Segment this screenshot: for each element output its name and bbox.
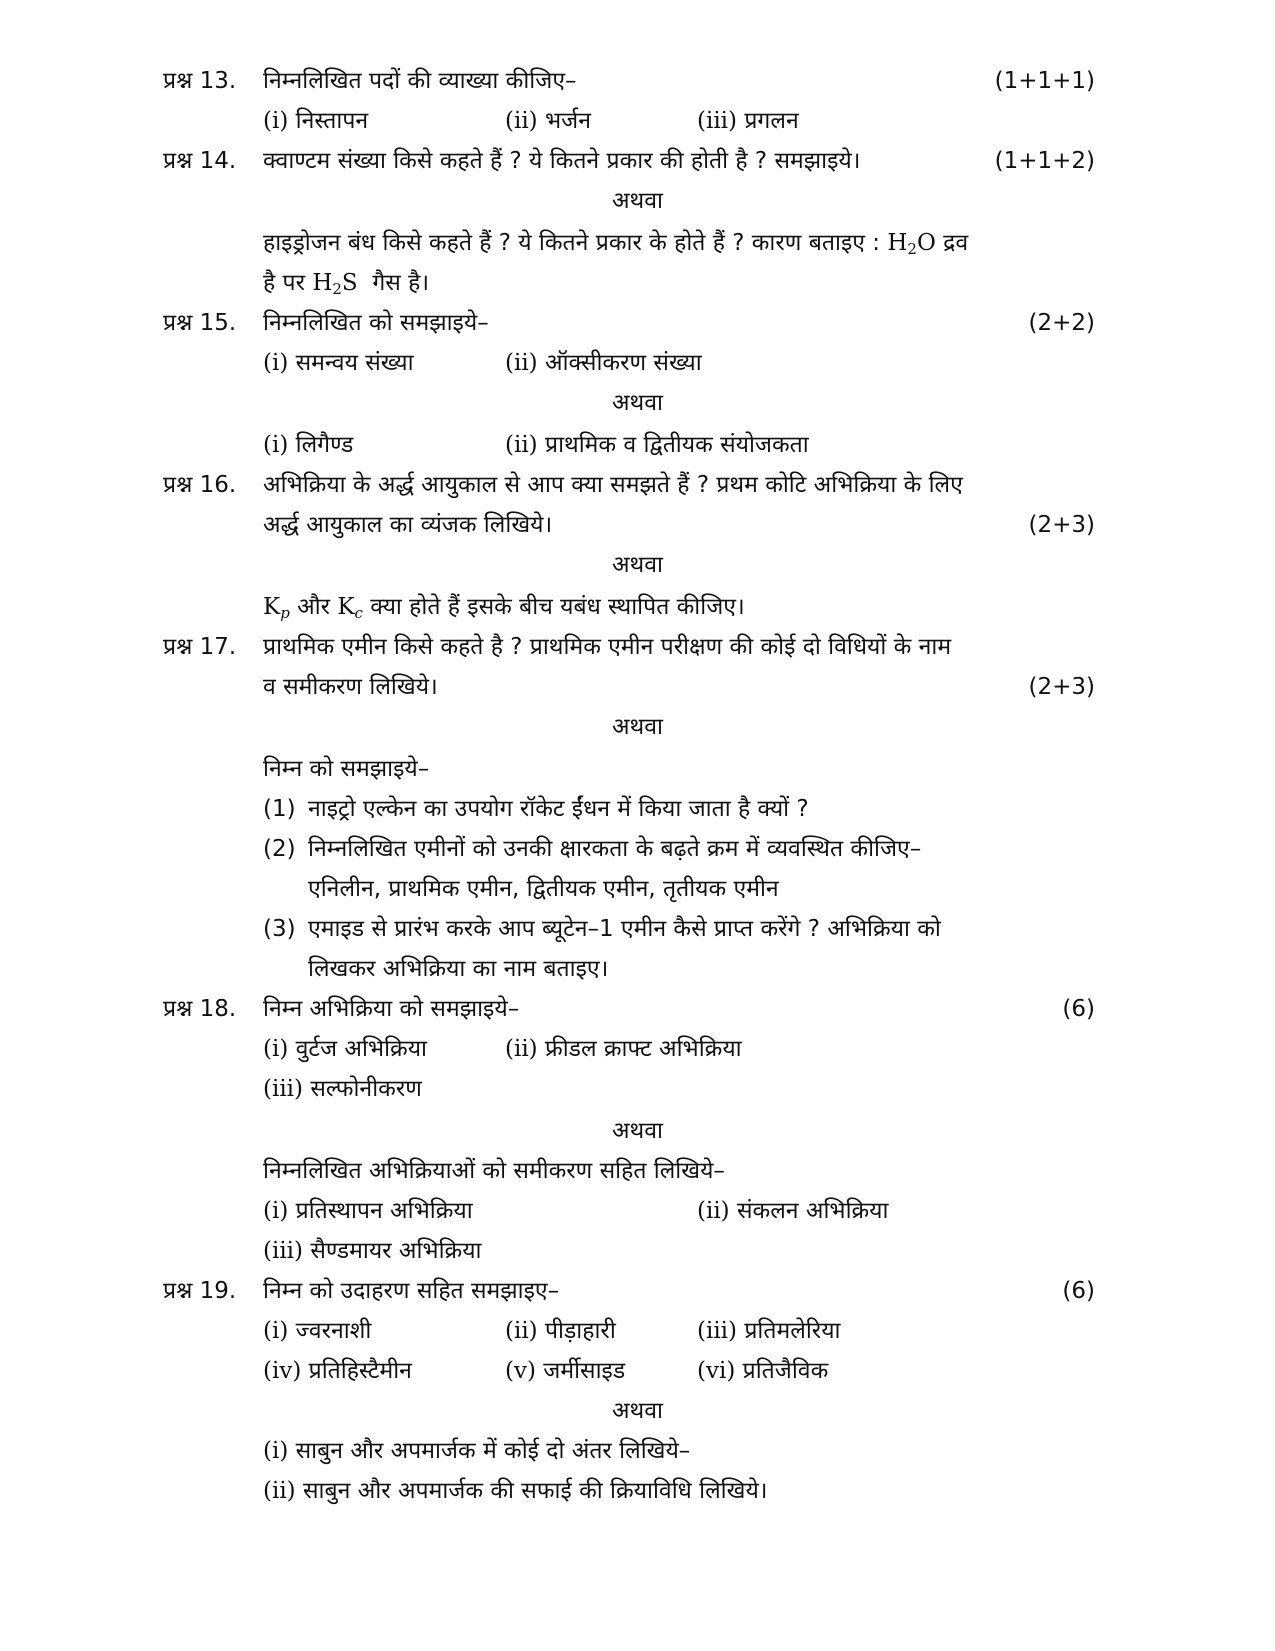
option: (vi) प्रतिजैविक	[697, 1358, 829, 1384]
list-item-continuation: एनिलीन, प्राथमिक एमीन, द्वितीयक एमीन, तृतीयक एमीन	[308, 876, 779, 902]
question-17-header	[0, 632, 1275, 662]
option: (i) वुर्टज अभिक्रिया	[263, 1036, 427, 1062]
option: (iv) प्रतिहिस्टैमीन	[263, 1358, 412, 1384]
question-13-options	[0, 106, 1275, 136]
list-item-continuation: लिखकर अभिक्रिया का नाम बताइए।	[308, 956, 609, 982]
question-13-header	[0, 66, 1275, 96]
question-18-options	[0, 1034, 1275, 1064]
option: (ii) साबुन और अपमार्जक की सफाई की क्रियाविधि लिखिये।	[263, 1478, 768, 1504]
question-15-header	[0, 308, 1275, 338]
option: (i) निस्तापन	[263, 108, 369, 134]
option: (ii) पीड़ाहारी	[505, 1318, 616, 1344]
option: (iii) सैण्डमायर अभिक्रिया	[263, 1238, 482, 1264]
option: (ii) भर्जन	[505, 108, 591, 134]
formula-kc: $K_c$	[337, 594, 363, 622]
option: (iii) प्रतिमलेरिया	[697, 1318, 841, 1344]
question-number: प्रश्न 14.	[163, 148, 237, 174]
question-19-header	[0, 1276, 1275, 1306]
or-label: अथवा	[611, 390, 663, 416]
formula-h2o: $H_2O$	[887, 230, 936, 258]
or-label: अथवा	[611, 552, 663, 578]
question-text: प्राथमिक एमीन किसे कहते है ? प्राथमिक एमीन परीक्षण की कोई दो विधियों के नाम	[263, 634, 952, 660]
question-number: प्रश्न 13.	[163, 68, 237, 94]
or-label: अथवा	[611, 714, 663, 740]
option: (v) जर्मीसाइड	[505, 1358, 626, 1384]
option: (ii) संकलन अभिक्रिया	[697, 1198, 889, 1224]
marks: (2+3)	[1028, 512, 1095, 538]
marks: (6)	[1062, 1278, 1095, 1304]
option: (iii) सल्फोनीकरण	[263, 1076, 422, 1102]
question-19-options-row1	[0, 1316, 1275, 1346]
or-label: अथवा	[611, 1398, 663, 1424]
question-16-line2: अर्द्ध आयुकाल का व्यंजक लिखिये। (2+3)	[263, 512, 1095, 538]
option: (i) ज्वरनाशी	[263, 1318, 372, 1344]
question-number: प्रश्न 16.	[163, 472, 237, 498]
question-number: प्रश्न 19.	[163, 1278, 237, 1304]
question-16-header	[0, 470, 1275, 500]
question-14-alt-line1: हाइड्रोजन बंध किसे कहते हैं ? ये कितने प्रकार के होते हैं ? कारण बताइए : $H_2O$ द्रव	[263, 230, 969, 258]
question-number: प्रश्न 17.	[163, 634, 237, 660]
question-17-line2: व समीकरण लिखिये। (2+3)	[263, 674, 1095, 700]
question-text: अभिक्रिया के अर्द्ध आयुकाल से आप क्या समझते हैं ? प्रथम कोटि अभिक्रिया के लिए	[263, 472, 963, 498]
question-17-alt-intro: निम्न को समझाइये–	[263, 756, 430, 782]
question-number: प्रश्न 15.	[163, 310, 237, 336]
option: (ii) प्राथमिक व द्वितीयक संयोजकता	[505, 432, 809, 458]
question-18-header	[0, 994, 1275, 1024]
formula-kp: $K_p$	[263, 594, 290, 622]
question-14-header	[0, 146, 1275, 176]
question-text: निम्नलिखित पदों की व्याख्या कीजिए–	[263, 68, 577, 94]
marks: (2+3)	[1028, 674, 1095, 700]
marks: (6)	[1062, 996, 1095, 1022]
formula-h2s: $H_2S$	[312, 270, 358, 298]
marks: (1+1+2)	[994, 148, 1095, 174]
or-label: अथवा	[611, 1118, 663, 1144]
question-15-alt-options	[0, 430, 1275, 460]
question-text: निम्नलिखित को समझाइये–	[263, 310, 489, 336]
question-16-alt: $K_p$ और $K_c$ क्या होते हैं इसके बीच यबंध स्थापित कीजिए।	[263, 594, 745, 622]
marks: (1+1+1)	[994, 68, 1095, 94]
question-14-alt-line2: है पर $H_2S$ गैस है।	[263, 270, 430, 298]
option: (i) लिगैण्ड	[263, 432, 354, 458]
question-text: निम्न को उदाहरण सहित समझाइए–	[263, 1278, 560, 1304]
question-18-alt-intro: निम्नलिखित अभिक्रियाओं को समीकरण सहित लिखिये–	[263, 1158, 725, 1184]
option: (i) साबुन और अपमार्जक में कोई दो अंतर लिखिये–	[263, 1438, 691, 1464]
list-item: (3) एमाइड से प्रारंभ करके आप ब्यूटेन–1 एमीन कैसे प्राप्त करेंगे ? अभिक्रिया को	[263, 916, 941, 942]
question-text: निम्न अभिक्रिया को समझाइये–	[263, 996, 520, 1022]
question-15-options	[0, 348, 1275, 378]
list-item: (1) नाइट्रो एल्केन का उपयोग रॉकेट ईंधन में किया जाता है क्यों ?	[263, 796, 809, 822]
marks: (2+2)	[1028, 310, 1095, 336]
or-label: अथवा	[611, 188, 663, 214]
option: (iii) प्रगलन	[697, 108, 799, 134]
option: (ii) ऑक्सीकरण संख्या	[505, 350, 702, 376]
list-item: (2) निम्नलिखित एमीनों को उनकी क्षारकता के बढ़ते क्रम में व्यवस्थित कीजिए–	[263, 836, 922, 862]
option: (i) समन्वय संख्या	[263, 350, 414, 376]
question-18-alt-options	[0, 1196, 1275, 1226]
question-number: प्रश्न 18.	[163, 996, 237, 1022]
option: (i) प्रतिस्थापन अभिक्रिया	[263, 1198, 473, 1224]
question-19-options-row2	[0, 1356, 1275, 1386]
question-text: क्वाण्टम संख्या किसे कहते हैं ? ये कितने प्रकार की होती है ? समझाइये।	[263, 148, 861, 174]
option: (ii) फ्रीडल क्राफ्ट अभिक्रिया	[505, 1036, 742, 1062]
